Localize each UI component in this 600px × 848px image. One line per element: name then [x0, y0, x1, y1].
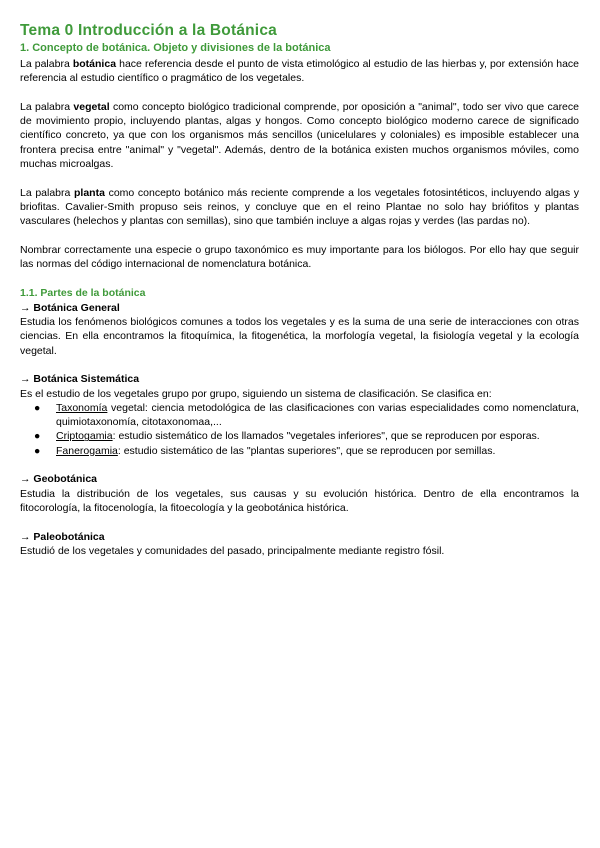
arrow-icon: → [20, 373, 31, 386]
term-fanerogamia: Fanerogamia [56, 444, 118, 457]
document-title: Tema 0 Introducción a la Botánica [20, 22, 277, 39]
arrow-icon: → [20, 473, 31, 486]
heading-label: Paleobotánica [33, 530, 105, 543]
spacer [20, 358, 579, 372]
spacer [20, 458, 579, 472]
p1-post: hace referencia desde el punto de vista etimológico al estudio de las hierbas y, por extensión hace referencia al estudio científico o pragmático de los vegetales. [20, 58, 580, 85]
p1-pre: La palabra [20, 58, 73, 70]
term-botanica: botánica [72, 58, 117, 70]
spacer [20, 229, 579, 243]
sistematica-list [20, 401, 579, 458]
heading-label: Botánica General [33, 301, 120, 314]
list-item-fanerogamia [34, 444, 579, 458]
paragraph-botanica-sistematica: Es el estudio de los vegetales grupo por grupo, siguiendo un sistema de clasificación. Se clasifica en: [20, 387, 492, 400]
term-vegetal: vegetal [73, 100, 110, 113]
document-page [20, 22, 579, 558]
arrow-icon: → [20, 530, 31, 543]
bullet-icon: ● [34, 430, 41, 443]
paragraph-botanica [20, 57, 579, 86]
term-taxonomia: Taxonomía [56, 401, 108, 414]
term-planta: planta [74, 186, 105, 199]
paragraph-vegetal [20, 100, 579, 171]
paragraph-geobotanica: Estudia la distribución de los vegetales, sus causas y su evolución histórica. Dentro de ella encontramos la fitocorología, la fitocenología, la fitoecología y la geobotánica histórica. [20, 487, 579, 514]
bullet-icon: ● [34, 444, 41, 457]
item-text: : estudio sistemático de los llamados "vegetales inferiores", que se reproducen por esporas. [112, 430, 540, 443]
heading-paleobotanica [20, 530, 579, 544]
paragraph-paleobotanica: Estudió de los vegetales y comunidades del pasado, principalmente mediante registro fósil. [20, 544, 445, 557]
heading-geobotanica [20, 472, 579, 486]
section-1-1-heading: 1.1. Partes de la botánica [20, 286, 146, 299]
list-item-taxonomia [34, 401, 579, 430]
section-1-heading: 1. Concepto de botánica. Objeto y divisiones de la botánica [20, 42, 331, 54]
term-criptogamia: Criptogamia [56, 430, 113, 443]
paragraph-planta [20, 186, 579, 229]
item-text: vegetal: ciencia metodológica de las clasificaciones con varias especialidades como nomenclatura, quimiotaxonomía, citotaxonomaa,... [56, 401, 579, 429]
heading-botanica-sistematica [20, 372, 579, 386]
list-item-criptogamia [34, 429, 579, 443]
p2-pre: La palabra [20, 100, 74, 113]
paragraph-botanica-general: Estudia los fenómenos biológicos comunes a todos los vegetales y es la suma de una serie de interacciones con otras ciencias. En ella encontramos la fitoquímica, la fitogenética, la morfología vegetal, la fisiología vegetal y la ecología vegetal. [20, 316, 579, 357]
spacer [20, 515, 579, 529]
paragraph-nomenclatura: Nombrar correctamente una especie o grupo taxonómico es muy importante para los biólogos. Por ello hay que seguir las normas del código internacional de nomenclatura botánica. [20, 243, 579, 271]
spacer [20, 171, 579, 185]
heading-label: Geobotánica [33, 473, 98, 486]
spacer [20, 271, 579, 285]
p3-pre: La palabra [20, 186, 74, 199]
heading-botanica-general [20, 301, 579, 315]
bullet-icon: ● [34, 401, 41, 414]
p2-post: como concepto biológico tradicional comprende, por oposición a "animal", todo ser vivo que carece de movimiento propio, incluyendo plantas, algas y hongos. Como concepto biológico moderno carece de significado científico concreto, ya que con los organismos más sencillos (unicelulares y coloniales) es imposible establecer una frontera precisa entre "animal" y "vegetal". Además, dentro de la botánica existen muchos organismos móviles, como muchas microalgas. [20, 100, 579, 171]
heading-label: Botánica Sistemática [33, 373, 140, 386]
item-text: : estudio sistemático de las "plantas superiores", que se reproducen por semillas. [117, 444, 496, 457]
arrow-icon: → [20, 301, 31, 314]
spacer [20, 86, 579, 100]
p3-post: como concepto botánico más reciente comprende a los vegetales fotosintéticos, incluyendo algas y briofitas. Cavalier-Smith propuso seis reinos, y concluye que en el reino Plantae no solo hay briófitos y plantas vasculares (helechos y plantas con semillas), sino que también incluye a algas rojas y verdes (las pardas no). [20, 186, 579, 228]
